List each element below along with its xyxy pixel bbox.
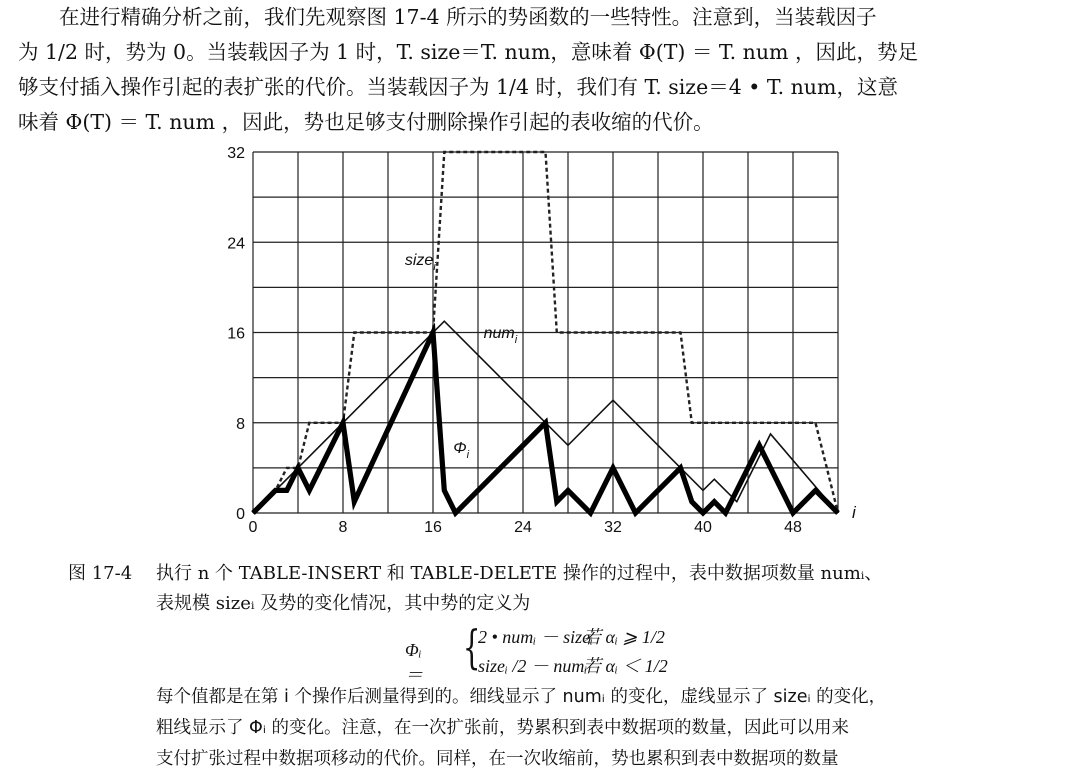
y-tick-label: 16	[227, 325, 245, 343]
y-tick-label: 24	[227, 235, 245, 253]
x-tick-label: 48	[784, 519, 802, 536]
paragraph-line-4: 味着 Φ(T) ＝ T. num ，因此，势也足够支付删除操作引起的表收缩的代价。	[18, 110, 714, 134]
caption-line-1: 执行 n 个 TABLE-INSERT 和 TABLE-DELETE 操作的过程中，表中数据项数量 numᵢ、	[156, 563, 883, 584]
caption-line-4: 粗线显示了 Φᵢ 的变化。注意，在一次扩张前，势累积到表中数据项的数量，因此可以用来	[156, 718, 850, 738]
formula-condition-2: 若 αᵢ ＜ 1/2	[583, 656, 668, 676]
y-tick-label: 8	[236, 415, 245, 433]
x-tick-label: 24	[514, 519, 532, 536]
series-label-num_i: num$_i$	[483, 325, 518, 347]
series-label-Phi_i: $\Phi_i$	[453, 440, 470, 462]
y-tick-label: 0	[236, 506, 245, 523]
formula-case-2: sizeᵢ /2 － numᵢ	[478, 656, 588, 676]
chart-ticks	[227, 145, 857, 536]
x-tick-label: 32	[604, 519, 622, 536]
x-tick-label: 16	[424, 519, 442, 536]
formula-case-1: 2 • numᵢ － sizeᵢ	[478, 627, 593, 647]
formula-brace: {	[462, 620, 481, 674]
series-label-size_i: size$_i$	[404, 251, 436, 273]
caption-line-3: 每个值都是在第 i 个操作后测量得到的。细线显示了 numᵢ 的变化，虚线显示了 sizeᵢ 的变化，	[156, 687, 887, 707]
x-axis-label: i	[852, 503, 856, 522]
caption-description	[156, 682, 1076, 775]
paragraph-line-2: 为 1/2 时，势为 0。当装载因子为 1 时，T. size＝T. num，意味着 Φ(T) ＝ T. num ，因此，势足	[18, 40, 918, 64]
x-tick-label: 0	[248, 519, 258, 536]
caption-line-5: 支付扩张过程中数据项移动的代价。同样，在一次收缩前，势也累积到表中数据项的数量	[156, 749, 839, 769]
x-tick-label: 8	[338, 519, 348, 536]
formula-lhs: Φᵢ ＝	[405, 640, 423, 685]
paragraph-line-3: 够支付插入操作引起的表扩张的代价。当装载因子为 1/4 时，我们有 T. size＝4 • T. num，这意	[18, 75, 898, 99]
x-tick-label: 40	[694, 519, 712, 536]
series-num_i	[253, 321, 838, 513]
figure-label: 图 17-4	[68, 563, 133, 584]
paragraph-line-1: 在进行精确分析之前，我们先观察图 17-4 所示的势函数的一些特性。注意到，当装载因子	[59, 5, 877, 29]
formula-condition-1: 若 αᵢ ⩾ 1/2	[583, 627, 665, 647]
caption-line-2: 表规模 sizeᵢ 及势的变化情况，其中势的定义为	[156, 593, 531, 614]
y-tick-label: 32	[227, 145, 245, 162]
